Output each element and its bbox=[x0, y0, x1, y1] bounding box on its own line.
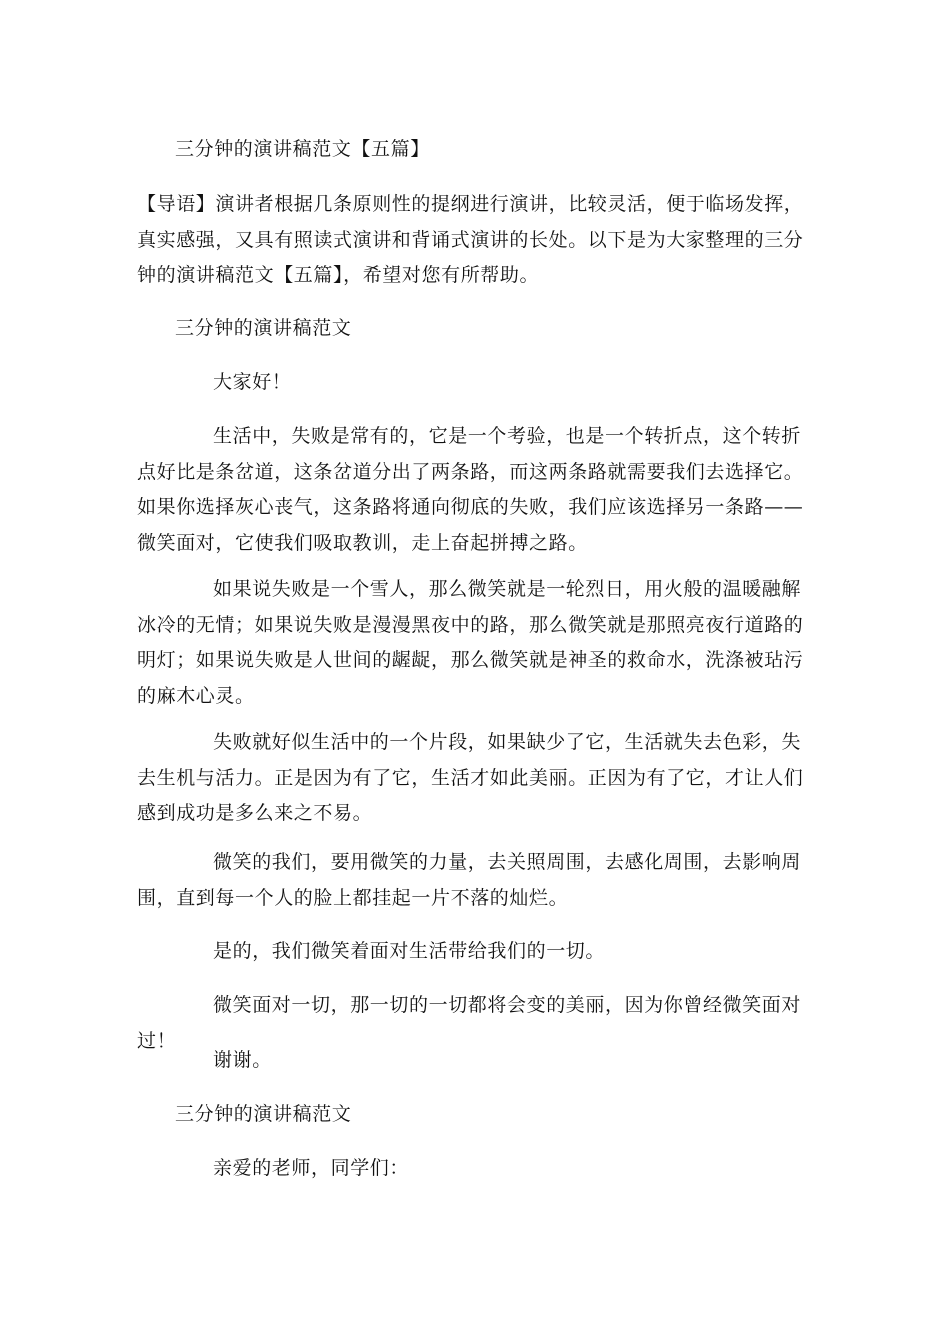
section1-paragraph: 是的，我们微笑着面对生活带给我们的一切。 bbox=[213, 940, 606, 962]
section1-paragraph: 如果说失败是一个雪人，那么微笑就是一轮烈日，用火般的温暖融解冰冷的无情；如果说失败是漫漫黑夜中的路，那么微笑就是那照亮夜行道路的明灯；如果说失败是人世间的龌龊，那么微笑就是神圣的救命水，洗涤被玷污的麻木心灵。 bbox=[137, 578, 804, 707]
section1-paragraph: 微笑的我们，要用微笑的力量，去关照周围，去感化周围，去影响周围，直到每一个人的脸上都挂起一片不落的灿烂。 bbox=[137, 851, 802, 909]
section1-greeting: 大家好！ bbox=[213, 371, 292, 393]
section1-paragraph: 生活中，失败是常有的，它是一个考验，也是一个转折点，这个转折点好比是条岔道，这条岔道分出了两条路，而这两条路就需要我们去选择它。如果你选择灰心丧气，这条路将通向彻底的失败，我们应该选择另一条路——微笑面对，它使我们吸取教训，走上奋起拼搏之路。 bbox=[137, 425, 804, 554]
section1-paragraph: 微笑面对一切，那一切的一切都将会变的美丽，因为你曾经微笑面对过！ bbox=[137, 994, 802, 1052]
section1-paragraph: 失败就好似生活中的一个片段，如果缺少了它，生活就失去色彩，失去生机与活力。正是因为有了它，生活才如此美丽。正因为有了它，才让人们感到成功是多么来之不易。 bbox=[137, 731, 804, 824]
document-title: 三分钟的演讲稿范文【五篇】 bbox=[175, 138, 430, 160]
section1-paragraph: 谢谢。 bbox=[213, 1049, 272, 1071]
section1-heading: 三分钟的演讲稿范文 bbox=[175, 317, 352, 339]
section2-greeting: 亲爱的老师，同学们： bbox=[213, 1157, 410, 1179]
intro-paragraph: 【导语】演讲者根据几条原则性的提纲进行演讲，比较灵活，便于临场发挥，真实感强，又具有照读式演讲和背诵式演讲的长处。以下是为大家整理的三分钟的演讲稿范文【五篇】，希望对您有所帮助。 bbox=[137, 193, 804, 286]
section2-heading: 三分钟的演讲稿范文 bbox=[175, 1103, 352, 1125]
